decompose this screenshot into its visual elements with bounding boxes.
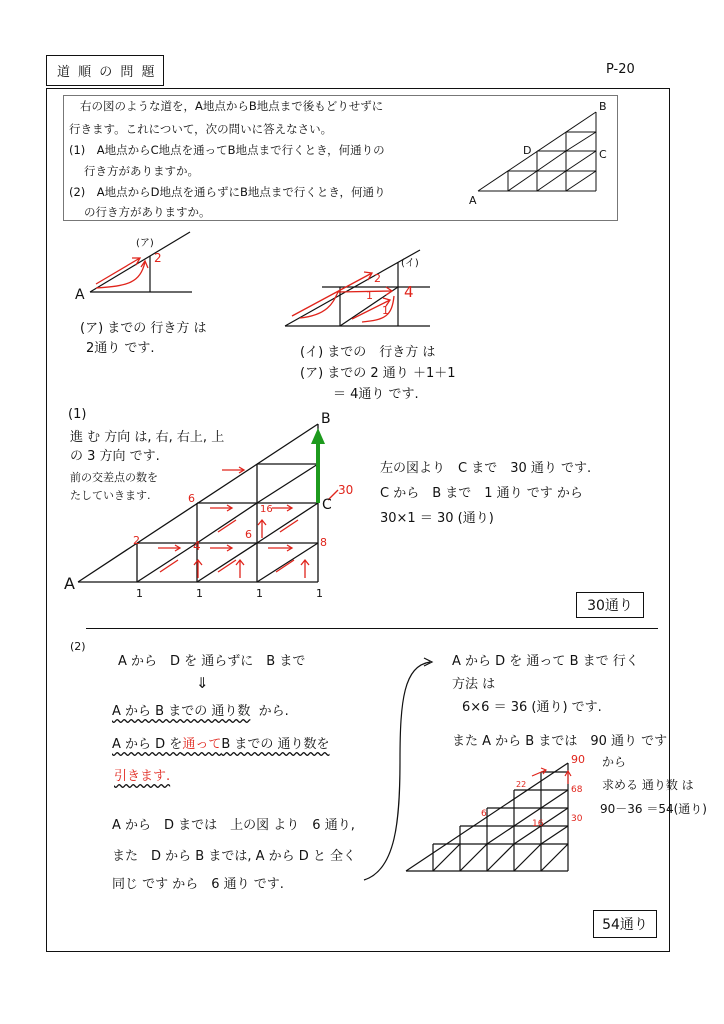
part2-right-1: A から D を 通って B まで 行く [452,654,639,669]
part2-right-5: から [602,755,627,769]
part1-count-6a: 6 [188,492,195,505]
part1-count-6b: 6 [245,528,252,541]
part1-count-4: 4 [193,539,201,553]
part1-answer-box: 30通り [576,592,644,618]
explain-b-line-1: (イ) までの 行き方 は [300,345,436,360]
part1-count-2: 2 [133,534,140,547]
part1-bottom-1c: 1 [256,587,263,600]
part1-label: (1) [68,407,87,422]
part2-line-4-text: 引きます. [114,769,171,784]
diagram-label-b: B [599,100,607,113]
diagram-label-d: D [523,144,532,157]
part2-line-2-tail: から. [258,704,289,719]
part1-note-4: たしていきます. [70,489,151,502]
part1-bottom-1d: 1 [316,587,323,600]
problem-line-5: (2) A地点からD地点を通らずにB地点まで行くとき，何通り [69,185,386,199]
page-number: P-20 [606,62,635,77]
fig2-mark-i: (イ) [401,258,419,269]
explain-a-line-2: 2通り です. [86,341,155,356]
explain-a-line-1: (ア) までの 行き方 は [80,321,207,336]
part1-result-2: C から B まで 1 通り です から [380,486,583,501]
part1-result-1: 左の図より C まで 30 通り です. [380,461,592,476]
part2-count-6: 6 [481,809,487,819]
part2-count-90: 90 [571,753,585,766]
fig2-count-1a: 1 [366,289,373,302]
problem-line-2: 行きます。これについて，次の問いに答えなさい。 [69,122,333,136]
diagram-label-a: A [469,194,477,207]
part2-line-3-red: 通って [182,737,222,752]
part1-bottom-1b: 1 [196,587,203,600]
part2-right-6: 求める 通り数 は [602,778,694,792]
part2-right-7: 90－36 ＝54(通り) [600,802,707,816]
part2-line-3-head: A から D を [112,737,183,752]
fig1-label-a: A [75,287,85,303]
part1-label-a: A [64,574,75,593]
down-arrow-icon: ⇓ [196,674,209,692]
part1-note-1: 進 む 方向 は, 右, 右上, 上 [70,430,225,445]
part1-note-3: 前の交差点の数を [70,471,158,484]
part2-right-2: 方法 は [452,677,496,692]
part2-answer-box: 54通り [593,910,657,938]
part2-line-2-highlight: A から B までの 通り数 [112,704,251,719]
part2-line-6: また D から B までは, A から D と 全く [112,849,357,864]
part2-line-1: A から D を 通らずに B まで [118,654,306,669]
part2-line-5: A から D までは 上の図 より 6 通り, [112,818,355,833]
part2-count-30: 30 [571,814,583,824]
part1-count-30: 30 [338,483,354,497]
title-text: 道 順 の 問 題 [57,65,157,80]
part1-result-3: 30×1 ＝ 30 (通り) [380,511,494,526]
part2-right-4: また A から B までは 90 通り です [452,734,668,749]
part2-line-7: 同じ です から 6 通り です. [112,877,284,892]
part1-count-16: 16 [260,504,273,515]
part1-label-b: B [321,411,331,427]
part2-count-68: 68 [571,785,583,795]
problem-line-4: 行き方がありますか。 [84,164,199,178]
explain-b-line-2: (ア) までの 2 通り ＋1＋1 [300,366,456,381]
problem-line-3: (1) A地点からC地点を通ってB地点まで行くとき，何通りの [69,143,385,157]
explain-b-line-3: ＝ 4通り です. [333,387,419,402]
part2-right-3: 6×6 ＝ 36 (通り) です. [462,700,602,715]
part2-label: (2) [70,640,86,653]
fig2-count-2: 2 [374,272,381,285]
problem-line-1: 右の図のような道を，A地点からB地点まで後もどりせずに [80,99,384,113]
part2-count-16: 16 [532,819,544,829]
fig2-count-4: 4 [404,283,414,301]
fig2-count-1b: 1 [382,304,389,317]
part1-count-8: 8 [320,536,327,549]
diagram-label-c: C [599,148,607,161]
fig1-mark-a: (ア) [136,238,154,249]
problem-line-6: の行き方がありますか。 [84,205,211,219]
part1-note-2: の 3 方向 です. [70,449,160,464]
fig1-count: 2 [154,251,162,265]
part1-label-c: C [322,497,332,513]
part2-count-22: 22 [516,780,527,789]
part1-bottom-1a: 1 [136,587,143,600]
part2-line-3-tail: B までの 通り数を [221,737,330,752]
